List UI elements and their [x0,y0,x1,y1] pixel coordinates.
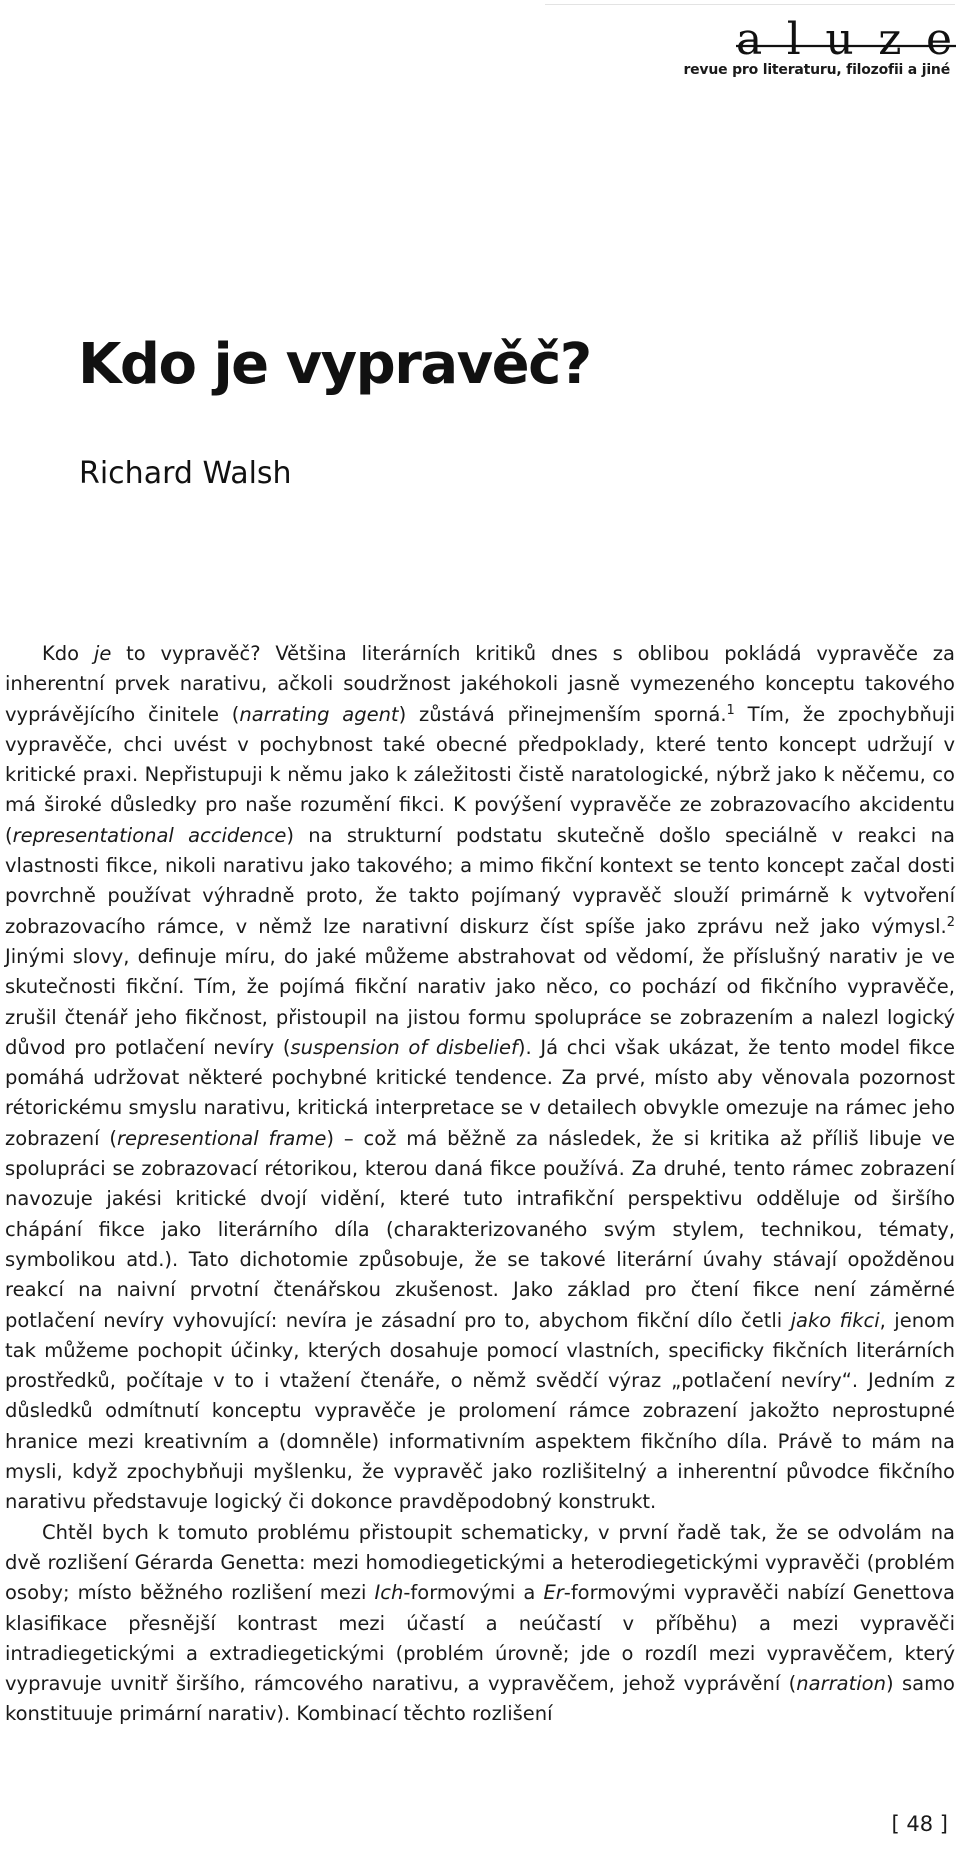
paragraph-2: Chtěl bych k tomuto problému přistoupit schematicky, v první řadě tak, že se odvolám na dvě rozlišení Gérarda Genetta: mezi homodiegetickými a heterodiegetickými vypravěči (problém osoby; místo běžného rozlišení mezi Ich-formovými a Er-formovými vypravěči nabízí Genettova klasifikace přesnější kontrast mezi účastí a neúčastí v příběhu) a mezi vypravěči intradiegetickými a extradiegetickými (problém úrovně; jde o rozdíl mezi vypravěčem, který vypravuje uvnitř širšího, rámcového narativu, a vypravěčem, jehož vyprávění (narration) samo konstituuje primární narativ). Kombinací těchto rozlišení [5,1520,956,1726]
footnote-ref-2[interactable]: 2 [946,914,955,930]
page-number: [ 48 ] [891,1812,948,1836]
article-title: Kdo je vypravěč? [78,332,591,397]
paragraph-1: Kdo je to vypravěč? Většina literárních kritiků dnes s oblibou pokládá vypravěče za inherentní prvek narativu, ačkoli soudržnost jakéhokoli jasně vymezeného konceptu takového vyprávějícího činitele (narrating agent) zůstává přinejmenším sporná.$^1$ Tím, že zpochybňuji vypravěče, chci uvést v pochybnost také obecné předpoklady, které tento koncept udržují v kritické praxi. Nepřistupuji k němu jako k záležitosti čistě naratologické, nýbrž jako k něčemu, co má široké důsledky pro naše rozumění fikci. K povýšení vypravěče ze zobrazovacího akcidentu (representational accidence) na strukturní podstatu skutečně došlo speciálně v reakci na vlastnosti fikce, nikoli narativu jako takového; a mimo fikční kontext se tento koncept začal dosti povrchně používat výhradně proto, že takto pojímaný vypravěč slouží primárně k vytvoření zobrazovacího rámce, v němž lze narativní diskurz číst spíše jako zprávu než jako výmysl.$^2$ Jinými slovy, definuje míru, do jaké můžeme abstrahovat od vědomí, že příslušný narativ je ve skutečnosti fikční. Tím, že pojímá fikční narativ jako něco, co pochází od fikčního vypravěče, zrušil čtenář jeho fikčnost, přistoupil na jistou formu spolupráce se zobrazením a nalezl logický důvod pro potlačení nevíry (suspension of disbelief). Já chci však ukázat, že tento model fikce pomáhá udržovat některé pochybné kritické tendence. Za prvé, místo aby věnovala pozornost rétorickému smyslu narativu, kritická interpretace se v detailech obvykle omezuje na rámec jeho zobrazení (representional frame) – což má běžně za následek, že si kritika až příliš libuje ve spolupráci se zobrazovací rétorikou, kterou daná fikce používá. Za druhé, tento rámec zobrazení navozuje jakési kritické dvojí vidění, které tuto intrafikční perspektivu odděluje od širšího chápání fikce jako literárního díla (charakterizovaného svým stylem, technikou, tématy, symbolikou atd.). Tato dichotomie způsobuje, že se takové literární úvahy stávají opožděnou reakcí na naivní prvotní čtenářskou zkušenost. Jako základ pro čtení fikce není záměrné potlačení nevíry vyhovující: nevíra je zásadní pro to, abychom fikční dílo četli jako fikci, jenom tak můžeme pochopit účinky, kterých dosahuje pomocí vlastních, specificky fikčních literárních prostředků, počítaje v to i vtažení čtenáře, o němž svědčí výraz „potlačení nevíry“. Jedním z důsledků odmítnutí konceptu vypravěče je prolomení rámce zobrazení jakožto neprostupné hranice mezi kreativním a (domněle) informativním aspektem fikčního díla. Právě to mám na mysli, když zpochybňuji myšlenku, že vypravěč jako rozlišitelný a inherentní původce fikčního narativu představuje logický či dokonce pravděpodobný konstrukt. [5,642,956,1514]
top-rule [545,4,955,5]
aluze-logo [736,14,956,62]
svg-text:a l u z e: a l u z e [736,14,952,62]
article-author: Richard Walsh [79,456,292,491]
article-body [5,639,955,1730]
footnote-ref-1[interactable]: 1 [726,702,735,718]
journal-tagline: revue pro literaturu, filozofii a jiné [683,62,950,78]
journal-masthead [683,14,956,84]
